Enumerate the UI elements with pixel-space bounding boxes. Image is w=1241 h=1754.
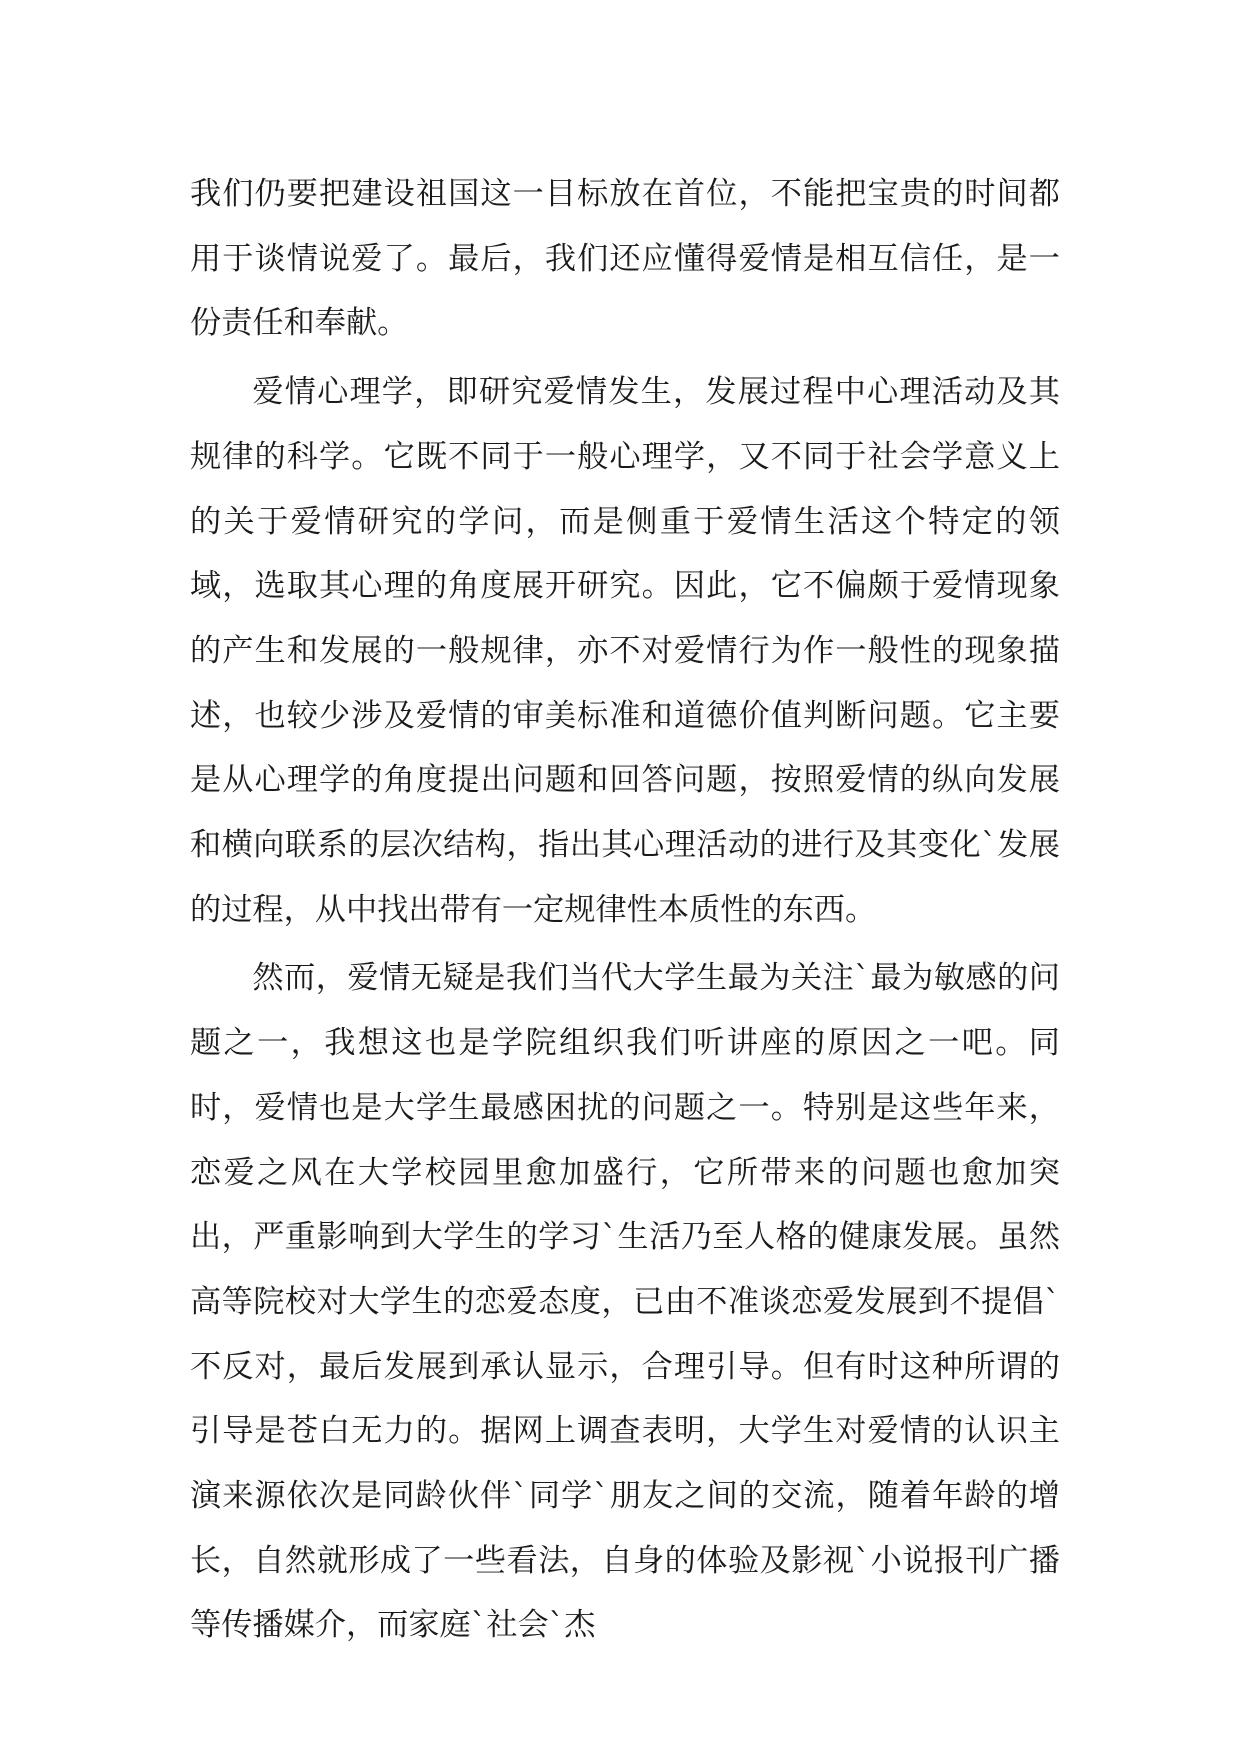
paragraph-2: 爱情心理学，即研究爱情发生，发展过程中心理活动及其规律的科学。它既不同于一般心理学，又不同于社会学意义上的关于爱情研究的学问，而是侧重于爱情生活这个特定的领域，选取其心理的角度展开研究。因此，它不偏颇于爱情现象的产生和发展的一般规律，亦不对爱情行为作一般性的现象描述，也较少涉及爱情的审美标准和道德价值判断问题。它主要是从心理学的角度提出问题和回答问题，按照爱情的纵向发展和横向联系的层次结构，指出其心理活动的进行及其变化`发展的过程，从中找出带有一定规律性本质性的东西。 xyxy=(190,374,1060,928)
body-text xyxy=(190,162,1060,1662)
paragraph-1: 我们仍要把建设祖国这一目标放在首位，不能把宝贵的时间都用于谈情说爱了。最后，我们还应懂得爱情是相互信任，是一份责任和奉献。 xyxy=(190,176,1060,342)
paragraph-3: 然而，爱情无疑是我们当代大学生最为关注`最为敏感的问题之一，我想这也是学院组织我们听讲座的原因之一吧。同时，爱情也是大学生最感困扰的问题之一。特别是这些年来，恋爱之风在大学校园里愈加盛行，它所带来的问题也愈加突出，严重影响到大学生的学习`生活乃至人格的健康发展。虽然高等院校对大学生的恋爱态度，已由不准谈恋爱发展到不提倡`不反对，最后发展到承认显示，合理引导。但有时这种所谓的引导是苍白无力的。据网上调查表明，大学生对爱情的认识主演来源依次是同龄伙伴`同学`朋友之间的交流，随着年龄的增长，自然就形成了一些看法，自身的体验及影视`小说报刊广播等传播媒介，而家庭`社会`杰 xyxy=(190,960,1060,1644)
